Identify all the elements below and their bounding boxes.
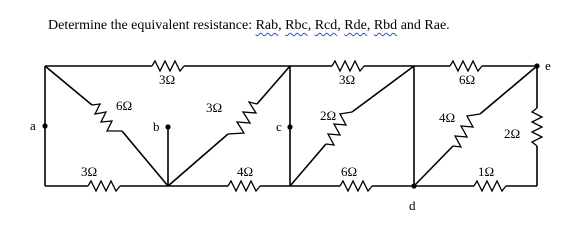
resistor-diag-de xyxy=(453,114,480,147)
label-bottom-left: 3Ω xyxy=(81,164,98,179)
label-bottom-right: 1Ω xyxy=(478,164,495,179)
wire-diag-de-1 xyxy=(414,146,453,186)
separator: , xyxy=(366,18,374,33)
node-e-label: e xyxy=(545,58,551,73)
node-c-label: c xyxy=(276,119,282,134)
resistor-bottom-right xyxy=(474,181,506,191)
wire-diag-a-1 xyxy=(45,66,92,105)
resistor-bottom-left xyxy=(88,181,120,191)
wire-diag-cd-1 xyxy=(290,144,326,186)
conjunction: and xyxy=(397,18,425,33)
label-vert-e: 2Ω xyxy=(504,126,521,141)
wire-diag-a-2 xyxy=(122,131,168,186)
node-e-dot xyxy=(534,63,539,68)
resistor-diag-mid xyxy=(228,102,257,134)
label-top-right: 6Ω xyxy=(459,72,476,87)
resistor-top-left xyxy=(152,61,184,71)
node-d-label: d xyxy=(409,198,416,213)
resistor-top-right xyxy=(450,61,482,71)
node-d-dot xyxy=(411,183,416,188)
separator: , xyxy=(337,18,345,33)
resistor-vert-e xyxy=(532,108,542,146)
node-b-dot xyxy=(165,124,170,129)
separator: , xyxy=(278,18,286,33)
label-top-mid: 3Ω xyxy=(339,72,356,87)
resistor-bottom-mid xyxy=(228,181,260,191)
wire-diag-mid-2 xyxy=(168,134,228,186)
term-rde: Rde xyxy=(344,18,367,33)
wire-diag-mid-1 xyxy=(257,66,290,104)
wire-diag-cd-2 xyxy=(352,66,414,112)
term-rbd: Rbd xyxy=(373,18,398,33)
term-rae: Rae xyxy=(424,18,447,33)
label-bottom-mid: 4Ω xyxy=(237,164,254,179)
resistor-top-mid xyxy=(332,61,364,71)
node-a-dot xyxy=(42,123,47,128)
node-a-label: a xyxy=(30,118,36,133)
label-diag-de: 4Ω xyxy=(439,110,456,125)
wire-diag-de-2 xyxy=(480,66,537,114)
term-rbc: Rbc xyxy=(285,18,308,33)
label-top-left: 3Ω xyxy=(159,72,176,87)
separator: , xyxy=(307,18,315,33)
label-diag-a: 6Ω xyxy=(116,98,133,113)
resistor-bottom-cd xyxy=(340,181,372,191)
suffix: . xyxy=(446,18,450,33)
resistor-labels xyxy=(81,72,520,179)
node-c-dot xyxy=(287,124,292,129)
node-b-label: b xyxy=(153,119,160,134)
label-bottom-cd: 6Ω xyxy=(341,164,358,179)
label-diag-cd: 2Ω xyxy=(320,108,337,123)
term-rcd: Rcd xyxy=(314,18,338,33)
prefix: Determine the equivalent resistance: xyxy=(48,18,256,33)
term-rab: Rab xyxy=(255,18,279,33)
label-diag-mid: 3Ω xyxy=(206,100,223,115)
